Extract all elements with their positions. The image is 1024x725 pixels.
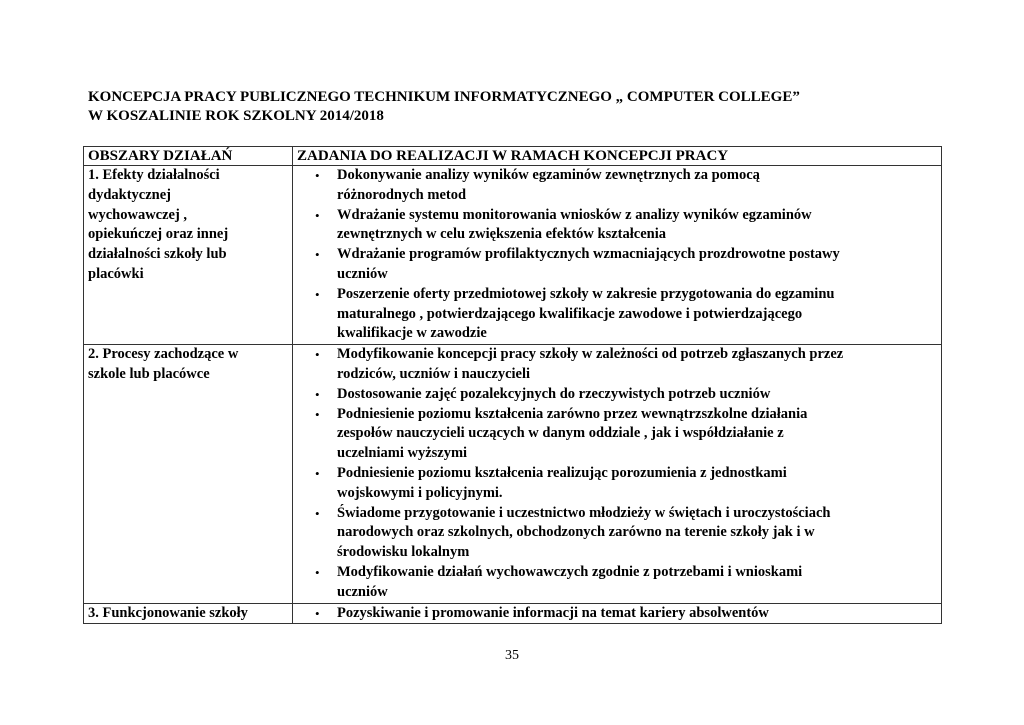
task-line: uczelniami wyższymi <box>337 445 468 462</box>
task-line: Pozyskiwanie i promowanie informacji na temat kariery absolwentów <box>337 604 769 621</box>
area-line: opiekuńczej oraz innej <box>88 226 229 243</box>
area-cell <box>84 603 293 624</box>
task-line: wojskowymi i policyjnymi. <box>337 484 503 501</box>
header-areas: OBSZARY DZIAŁAŃ <box>84 147 293 166</box>
bullet-icon: • <box>315 347 320 363</box>
task-line: zespołów nauczycieli uczących w danym oddziale , jak i współdziałanie z <box>337 425 784 442</box>
task-line: Wdrażanie programów profilaktycznych wzmacniających prozdrowotne postawy <box>337 246 840 263</box>
area-line: działalności szkoły lub <box>88 246 227 263</box>
task-line: Podniesienie poziomu kształcenia realizując porozumienia z jednostkami <box>337 464 787 481</box>
task-item <box>297 405 937 464</box>
task-line: Świadome przygotowanie i uczestnictwo młodzieży w świętach i uroczystościach <box>337 504 831 521</box>
area-line: wychowawczej , <box>88 206 188 223</box>
task-item <box>297 285 937 344</box>
table-row <box>84 603 942 624</box>
task-line: różnorodnych metod <box>337 186 467 203</box>
task-item <box>297 166 937 206</box>
task-list <box>297 604 937 624</box>
header-tasks: ZADANIA DO REALIZACJI W RAMACH KONCEPCJI PRACY <box>293 147 942 166</box>
page-number: 35 <box>505 648 519 663</box>
task-item <box>297 563 937 603</box>
table-header-row <box>84 147 942 166</box>
task-line: Podniesienie poziomu kształcenia zarówno przez wewnątrzszkolne działania <box>337 405 808 422</box>
task-item <box>297 245 937 285</box>
task-list <box>297 166 937 344</box>
task-item <box>297 504 937 563</box>
task-line: maturalnego , potwierdzającego kwalifikacje zawodowe i potwierdzającego <box>337 305 803 322</box>
bullet-icon: • <box>315 564 320 580</box>
task-line: uczniów <box>337 583 388 600</box>
tasks-cell <box>293 603 942 624</box>
area-line: 2. Procesy zachodzące w <box>88 346 239 363</box>
task-item <box>297 206 937 246</box>
bullet-icon: • <box>315 605 320 621</box>
area-line: placówki <box>88 265 144 282</box>
bullet-icon: • <box>315 247 320 263</box>
task-line: rodziców, uczniów i nauczycieli <box>337 365 531 382</box>
task-line: Dostosowanie zajęć pozalekcyjnych do rzeczywistych potrzeb uczniów <box>337 385 771 402</box>
table-row <box>84 345 942 603</box>
task-line: Dokonywanie analizy wyników egzaminów zewnętrznych za pomocą <box>337 167 760 183</box>
task-line: uczniów <box>337 265 388 282</box>
title-line-2: W KOSZALINIE ROK SZKOLNY 2014/2018 <box>88 108 384 124</box>
tasks-cell <box>293 166 942 345</box>
bullet-icon: • <box>315 406 320 422</box>
bullet-icon: • <box>315 207 320 223</box>
task-line: Modyfikowanie koncepcji pracy szkoły w zależności od potrzeb zgłaszanych przez <box>337 346 844 363</box>
bullet-icon: • <box>315 168 320 183</box>
task-item <box>297 345 937 385</box>
area-line: 3. Funkcjonowanie szkoły <box>88 604 248 621</box>
task-line: narodowych oraz szkolnych, obchodzonych zarówno na terenie szkoły jak i w <box>337 524 815 541</box>
bullet-icon: • <box>315 286 320 302</box>
bullet-icon: • <box>315 465 320 481</box>
tasks-cell <box>293 345 942 603</box>
task-line: środowisku lokalnym <box>337 544 470 561</box>
area-line: 1. Efekty działalności <box>88 167 220 183</box>
area-line: dydaktycznej <box>88 186 171 203</box>
area-cell <box>84 345 293 603</box>
title-line-1: KONCEPCJA PRACY PUBLICZNEGO TECHNIKUM INFORMATYCZNEGO „ COMPUTER COLLEGE” <box>88 89 800 105</box>
task-line: zewnętrznych w celu zwiększenia efektów kształcenia <box>337 226 666 243</box>
area-cell <box>84 166 293 345</box>
area-line: szkole lub placówce <box>88 365 210 382</box>
table-row <box>84 166 942 345</box>
task-line: Poszerzenie oferty przedmiotowej szkoły w zakresie przygotowania do egzaminu <box>337 285 835 302</box>
task-list <box>297 345 937 602</box>
task-item <box>297 385 937 405</box>
task-line: kwalifikacje w zawodzie <box>337 325 487 342</box>
bullet-icon: • <box>315 505 320 521</box>
task-line: Modyfikowanie działań wychowawczych zgodnie z potrzebami i wnioskami <box>337 563 803 580</box>
task-item <box>297 464 937 504</box>
task-line: Wdrażanie systemu monitorowania wniosków z analizy wyników egzaminów <box>337 206 812 223</box>
bullet-icon: • <box>315 386 320 402</box>
task-item <box>297 604 937 624</box>
concept-table <box>83 146 942 624</box>
document-title <box>88 88 968 126</box>
